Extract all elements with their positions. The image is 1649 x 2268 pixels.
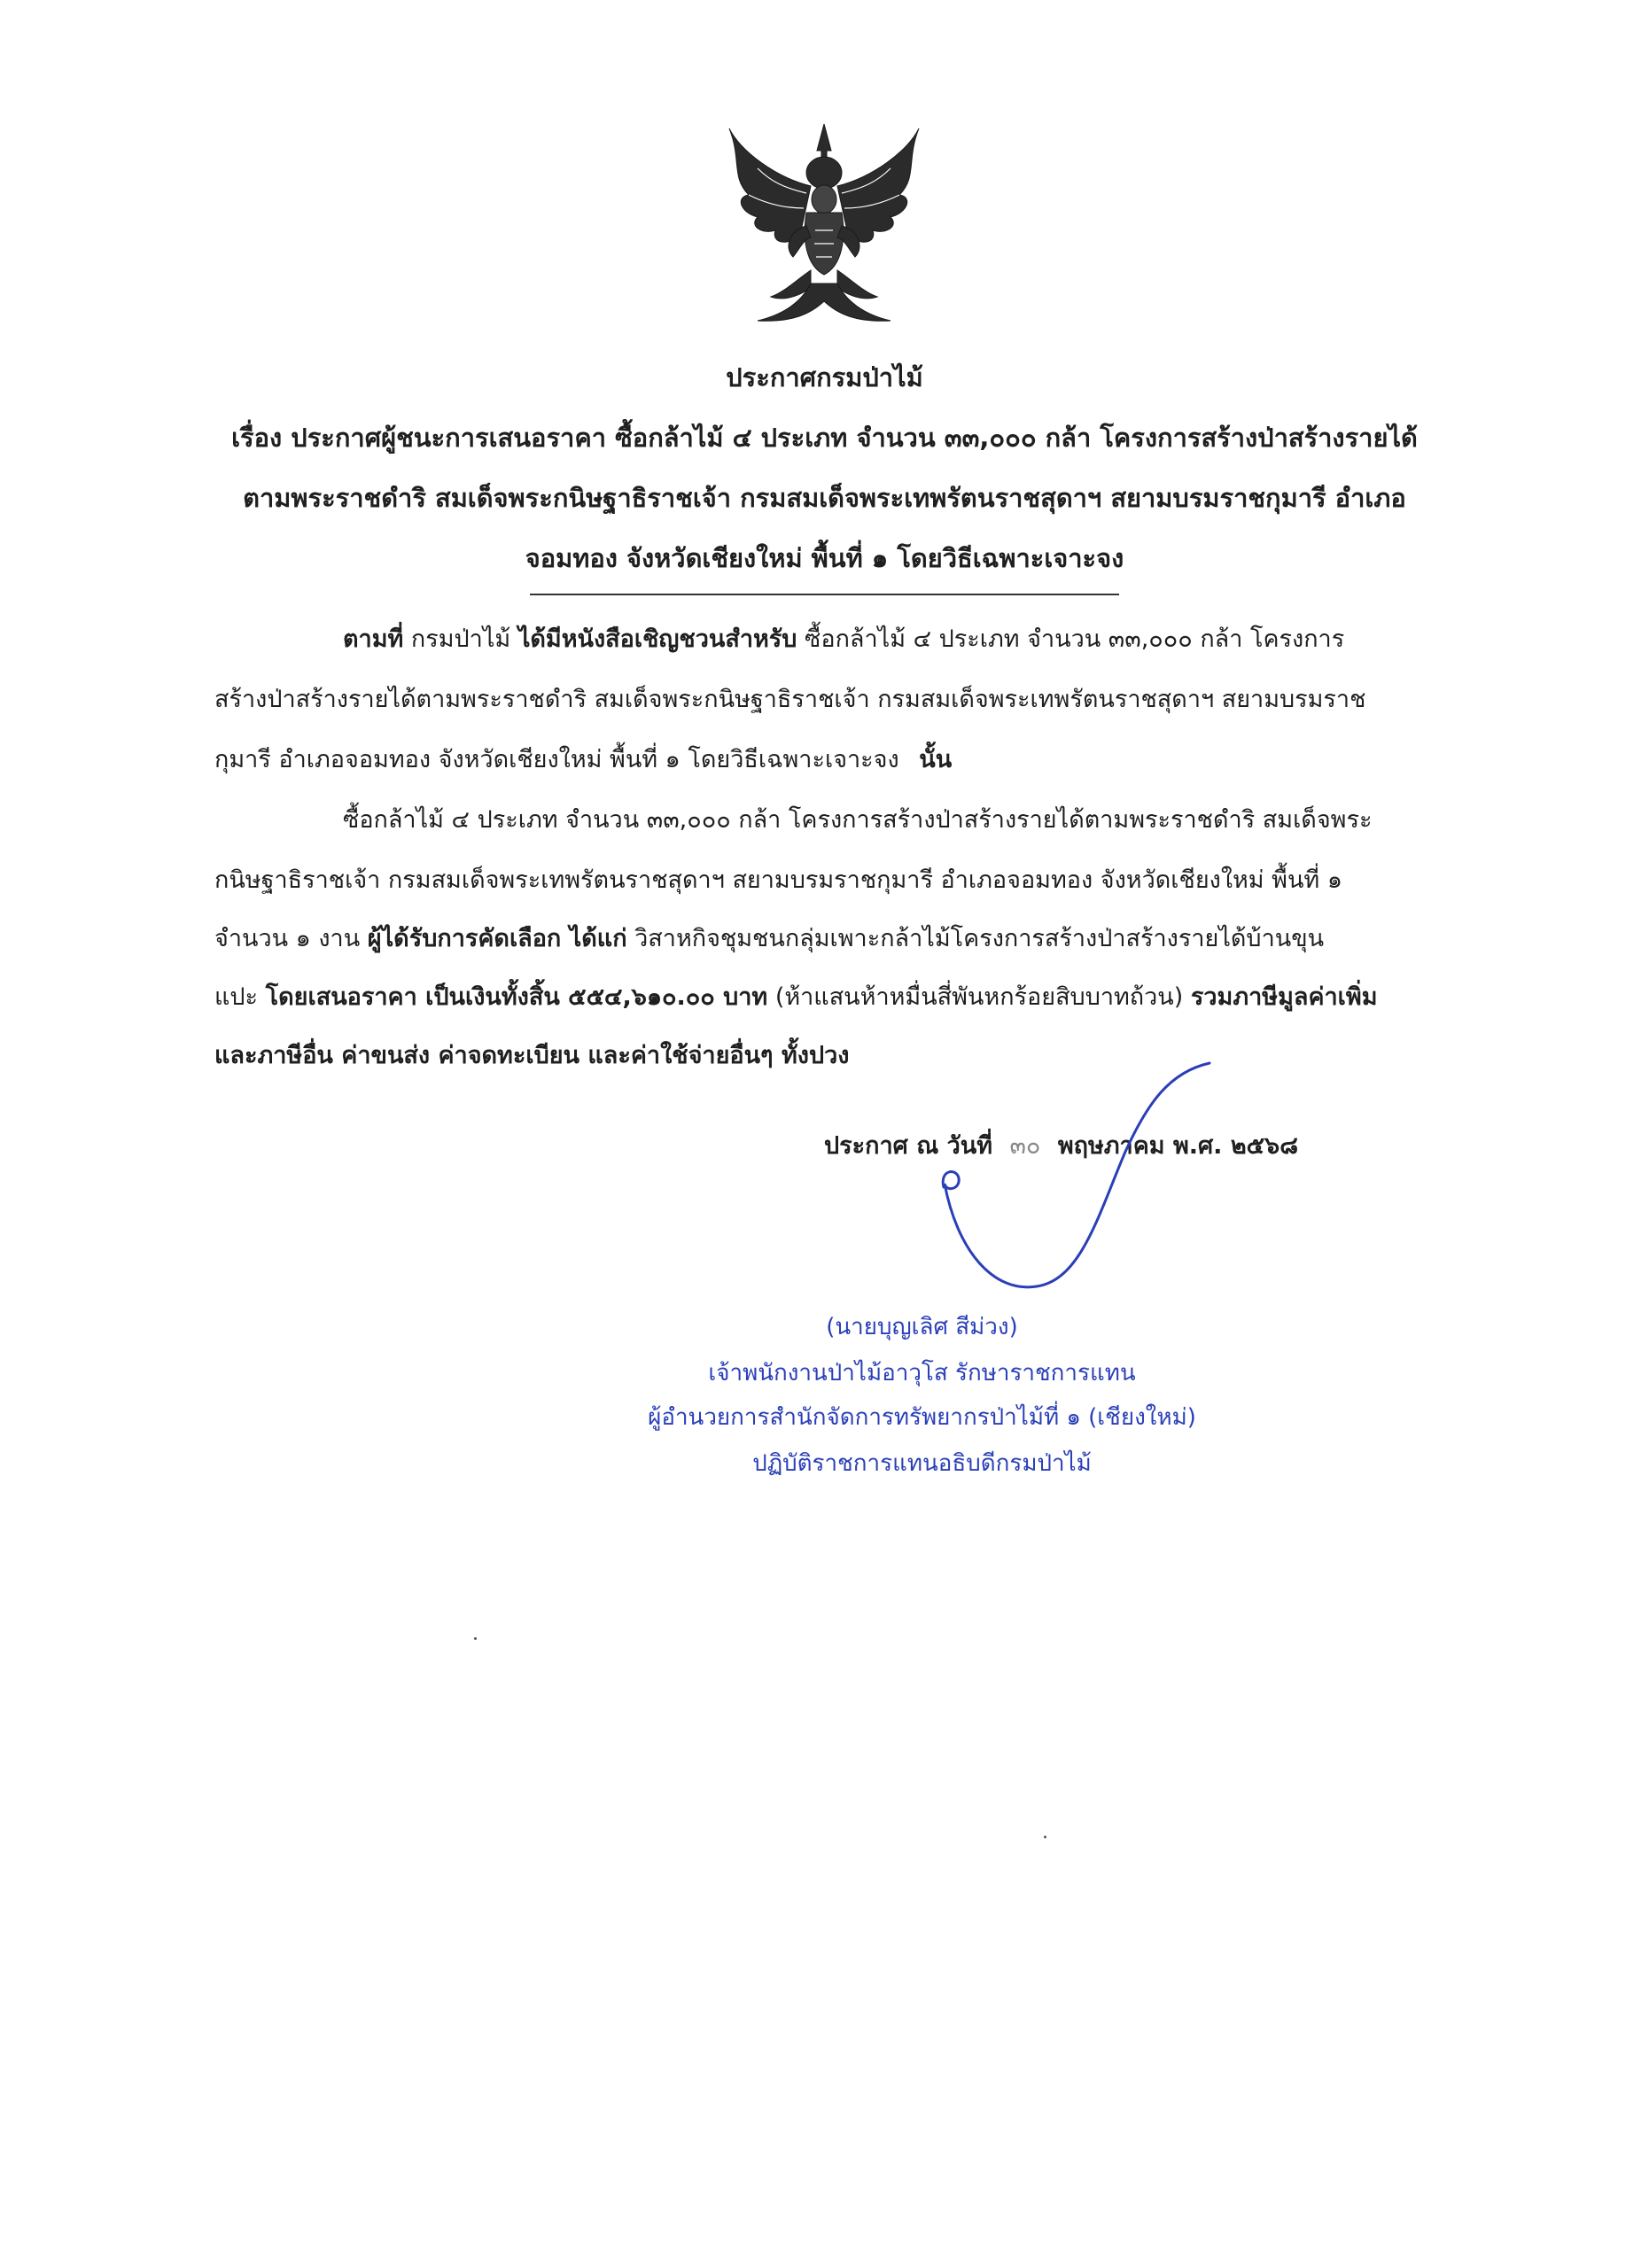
paragraph-2-line-1: ซื้อกล้าไม้ ๔ ประเภท จำนวน ๓๓,๐๐๐ กล้า โครงการสร้างป่าสร้างรายได้ตามพระราชดำริ สมเด็จพระ: [343, 806, 1373, 834]
paragraph-1-line-1: [343, 622, 1344, 657]
p2-quantity: จำนวน ๑ งาน: [214, 925, 361, 952]
handwritten-signature-icon: [904, 1054, 1258, 1338]
p2-price-words: (ห้าแสนห้าหมื่นสี่พันหกร้อยสิบบาทถ้วน): [774, 983, 1184, 1011]
p1-lead: ตามที่: [343, 625, 404, 653]
subject-text-1: ประกาศผู้ชนะการเสนอราคา ซื้อกล้าไม้ ๔ ประเภท จำนวน ๓๓,๐๐๐ กล้า โครงการสร้างป่าสร้างรายได้: [291, 423, 1418, 453]
signer-position-1: เจ้าพนักงานป่าไม้อาวุโส รักษาราชการแทน: [708, 1360, 1136, 1386]
p1-dept: กรมป่าไม้: [410, 625, 511, 653]
paragraph-2-line-3: [214, 921, 1324, 957]
subject-line-1: [0, 408, 1649, 468]
p2-price: โดยเสนอราคา เป็นเงินทั้งสิ้น ๕๕๔,๖๑๐.๐๐ บาท: [265, 983, 768, 1011]
p2-winner-cont: แปะ: [214, 983, 259, 1011]
paragraph-2-line-5: และภาษีอื่น ค่าขนส่ง ค่าจดทะเบียน และค่าใช้จ่ายอื่นๆ ทั้งปวง: [214, 1042, 850, 1069]
p2-vat: รวมภาษีมูลค่าเพิ่ม: [1190, 983, 1378, 1011]
date-month-year: พฤษภาคม พ.ศ. ๒๕๖๘: [1057, 1132, 1299, 1160]
signer-position-2: ผู้อำนวยการสำนักจัดการทรัพยากรป่าไม้ที่ ๑ (เชียงใหม่): [648, 1404, 1196, 1431]
signer-position-3: ปฏิบัติราชการแทนอธิบดีกรมป่าไม้: [752, 1450, 1092, 1477]
paragraph-2-line-4: [214, 980, 1378, 1015]
p1-purchase: ซื้อกล้าไม้ ๔ ประเภท จำนวน ๓๓,๐๐๐ กล้า โครงการ: [805, 625, 1345, 653]
paragraph-1-line-3: [214, 742, 952, 778]
subject-label: เรื่อง: [231, 423, 283, 453]
subject-line-2: ตามพระราชดำริ สมเด็จพระกนิษฐาธิราชเจ้า กรมสมเด็จพระเทพรัตนราชสุดาฯ สยามบรมราชกุมารี อำเภอ: [243, 483, 1406, 513]
department-title: ประกาศกรมป่าไม้: [726, 362, 923, 392]
garuda-emblem-icon: [722, 124, 926, 323]
p1-location: กุมารี อำเภอจอมทอง จังหวัดเชียงใหม่ พื้นที่ ๑ โดยวิธีเฉพาะเจาะจง: [214, 746, 899, 773]
scan-speck: [1044, 1836, 1046, 1838]
subject-line-3: จอมทอง จังหวัดเชียงใหม่ พื้นที่ ๑ โดยวิธีเฉพาะเจาะจง: [525, 543, 1124, 573]
paragraph-2-line-2: กนิษฐาธิราชเจ้า กรมสมเด็จพระเทพรัตนราชสุดาฯ สยามบรมราชกุมารี อำเภอจอมทอง จังหวัดเชียงใหม่ พื้นที่ ๑: [214, 866, 1342, 894]
date-prefix: ประกาศ ณ วันที่: [824, 1132, 993, 1160]
p2-selected-label: ผู้ได้รับการคัดเลือก ได้แก่: [367, 925, 627, 952]
header-divider: [530, 594, 1119, 595]
date-day: ๓๐: [1009, 1132, 1041, 1160]
p1-invitation: ได้มีหนังสือเชิญชวนสำหรับ: [517, 625, 797, 653]
p2-winner: วิสาหกิจชุมชนกลุ่มเพาะกล้าไม้โครงการสร้างป่าสร้างรายได้บ้านขุน: [634, 925, 1325, 952]
signer-name: (นายบุญเลิศ สีม่วง): [826, 1314, 1018, 1340]
p1-end: นั้น: [919, 746, 953, 773]
scan-speck: [474, 1637, 477, 1640]
paragraph-1-line-2: สร้างป่าสร้างรายได้ตามพระราชดำริ สมเด็จพระกนิษฐาธิราชเจ้า กรมสมเด็จพระเทพรัตนราชสุดาฯ สยามบรมราช: [214, 686, 1366, 713]
